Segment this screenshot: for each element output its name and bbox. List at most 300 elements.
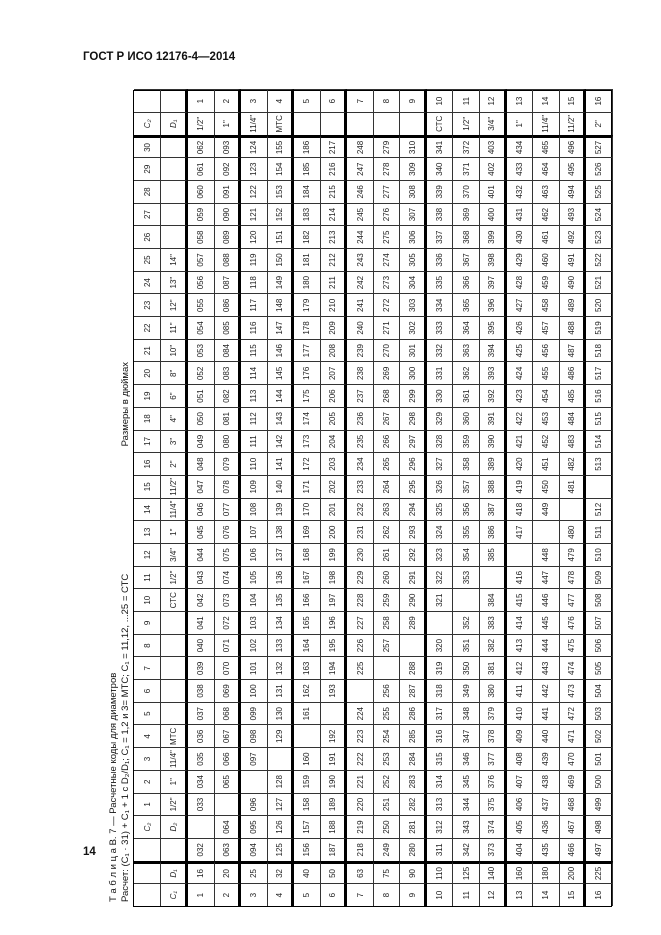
header-cell: 14	[134, 498, 161, 521]
code-cell: 053	[188, 339, 215, 362]
header-cell: МТС	[161, 725, 188, 748]
code-cell: 253	[374, 747, 401, 770]
code-cell: 280	[400, 838, 427, 861]
row-inch-cell: 3/4"	[480, 112, 507, 135]
code-cell: 271	[374, 316, 401, 339]
code-cell: 239	[347, 339, 374, 362]
row-d1-cell: 50	[321, 861, 348, 884]
code-cell: 399	[480, 225, 507, 248]
code-cell: 455	[533, 362, 560, 385]
code-cell: 203	[321, 452, 348, 475]
code-cell: 400	[480, 203, 507, 226]
code-cell: 409	[507, 725, 534, 748]
code-cell: 089	[215, 225, 242, 248]
code-cell: 453	[533, 407, 560, 430]
code-cell: 289	[400, 611, 427, 634]
code-cell: 138	[268, 520, 295, 543]
code-cell: 032	[188, 838, 215, 861]
code-cell: 325	[427, 498, 454, 521]
row-d1-cell: 180	[533, 861, 560, 884]
code-cell: 437	[533, 793, 560, 816]
row-c1-cell: 5	[294, 89, 321, 112]
code-cell: 281	[400, 815, 427, 838]
code-cell: 416	[507, 566, 534, 589]
code-cell: 263	[374, 498, 401, 521]
row-c1-cell: 6	[321, 883, 348, 906]
code-cell: 088	[215, 248, 242, 271]
code-cell: 423	[507, 384, 534, 407]
code-cell: 115	[241, 339, 268, 362]
header-cell: 15	[134, 475, 161, 498]
code-cell: 256	[374, 679, 401, 702]
code-cell: 136	[268, 566, 295, 589]
code-cell: 336	[427, 248, 454, 271]
code-cell: 173	[294, 430, 321, 453]
code-cell: 338	[427, 203, 454, 226]
header-cell: 3"	[161, 430, 188, 453]
code-cell	[533, 520, 560, 543]
code-cell: 073	[215, 588, 242, 611]
code-cell: 362	[453, 362, 480, 385]
code-cell: 096	[241, 793, 268, 816]
code-cell: 277	[374, 180, 401, 203]
code-cell: 490	[560, 271, 587, 294]
code-cell: 288	[400, 656, 427, 679]
code-cell: 241	[347, 293, 374, 316]
code-cell: 080	[215, 430, 242, 453]
code-cell: 488	[560, 316, 587, 339]
code-cell: 166	[294, 588, 321, 611]
code-cell: 492	[560, 225, 587, 248]
header-cell: 1/2"	[161, 793, 188, 816]
code-cell: 391	[480, 407, 507, 430]
code-cell: 037	[188, 702, 215, 725]
code-cell: 065	[215, 770, 242, 793]
row-d1-cell: 110	[427, 861, 454, 884]
code-cell: 233	[347, 475, 374, 498]
code-cell: 433	[507, 157, 534, 180]
header-cell	[161, 679, 188, 702]
code-cell: 205	[321, 407, 348, 430]
code-cell: 517	[586, 362, 613, 385]
header-cell: 14"	[161, 248, 188, 271]
header-cell	[134, 838, 161, 861]
code-cell: 231	[347, 520, 374, 543]
row-d1-cell: 200	[560, 861, 587, 884]
code-cell: 237	[347, 384, 374, 407]
code-cell: 260	[374, 566, 401, 589]
code-cell	[374, 656, 401, 679]
row-inch-cell: 1/2"	[453, 112, 480, 135]
code-cell: 470	[560, 747, 587, 770]
code-cell: 186	[294, 135, 321, 158]
code-cell: 341	[427, 135, 454, 158]
code-cell: 360	[453, 407, 480, 430]
code-cell: 307	[400, 203, 427, 226]
header-cell: 11/2"	[161, 475, 188, 498]
code-cell: 148	[268, 293, 295, 316]
code-cell: 290	[400, 588, 427, 611]
code-cell: 382	[480, 634, 507, 657]
code-cell: 414	[507, 611, 534, 634]
header-cell: 12	[134, 543, 161, 566]
code-cell: 287	[400, 679, 427, 702]
row-inch-cell: СТС	[427, 112, 454, 135]
code-cell: 485	[560, 384, 587, 407]
header-cell: D₁	[161, 112, 188, 135]
code-cell: 160	[294, 747, 321, 770]
code-cell: 284	[400, 747, 427, 770]
page-number: 14	[83, 846, 96, 858]
code-cell: 185	[294, 157, 321, 180]
row-d1-cell: 160	[507, 861, 534, 884]
row-c1-cell: 3	[241, 883, 268, 906]
code-cell: 483	[560, 430, 587, 453]
code-cell: 259	[374, 588, 401, 611]
header-cell	[161, 634, 188, 657]
header-cell: D₁	[161, 861, 188, 884]
code-cell: 524	[586, 203, 613, 226]
code-cell: 229	[347, 566, 374, 589]
code-cell: 216	[321, 157, 348, 180]
code-cell: 179	[294, 293, 321, 316]
code-cell: 071	[215, 634, 242, 657]
code-cell: 132	[268, 656, 295, 679]
code-cell: 398	[480, 248, 507, 271]
code-cell: 329	[427, 407, 454, 430]
table-formula: Расчет: (C₁ · 31) + C₁ + 1 с D₂/D₁; C₁ = 1,2 и 3= МТС; C₁ = 11,12, ...25 = СТС	[120, 573, 131, 902]
code-cell: 373	[480, 838, 507, 861]
code-cell: 097	[241, 747, 268, 770]
code-cell: 245	[347, 203, 374, 226]
code-cell: 190	[321, 770, 348, 793]
code-cell: 462	[533, 203, 560, 226]
code-cell: 242	[347, 271, 374, 294]
code-cell: 463	[533, 180, 560, 203]
code-cell: 520	[586, 293, 613, 316]
code-cell: 156	[294, 838, 321, 861]
header-cell: 18	[134, 407, 161, 430]
code-cell: 182	[294, 225, 321, 248]
code-cell: 103	[241, 611, 268, 634]
code-cell: 320	[427, 634, 454, 657]
code-cell: 109	[241, 475, 268, 498]
code-cell: 476	[560, 611, 587, 634]
code-cell: 340	[427, 157, 454, 180]
code-cell: 075	[215, 543, 242, 566]
code-cell: 092	[215, 157, 242, 180]
row-inch-cell	[321, 112, 348, 135]
code-cell: 442	[533, 679, 560, 702]
code-cell: 074	[215, 566, 242, 589]
code-cell: 489	[560, 293, 587, 316]
code-cell: 227	[347, 611, 374, 634]
header-cell	[161, 89, 188, 112]
code-cell: 143	[268, 407, 295, 430]
row-inch-cell: МТС	[268, 112, 295, 135]
code-cell: 058	[188, 225, 215, 248]
code-cell: 125	[268, 838, 295, 861]
code-cell: 272	[374, 293, 401, 316]
code-cell: 107	[241, 520, 268, 543]
code-cell: 407	[507, 770, 534, 793]
code-cell: 163	[294, 656, 321, 679]
code-cell: 498	[586, 815, 613, 838]
code-cell: 506	[586, 634, 613, 657]
code-cell: 291	[400, 566, 427, 589]
code-cell: 481	[560, 475, 587, 498]
code-cell: 250	[374, 815, 401, 838]
code-cell: 348	[453, 702, 480, 725]
units-note: Размеры в дюймах	[120, 362, 131, 447]
code-cell: 077	[215, 498, 242, 521]
code-cell: 351	[453, 634, 480, 657]
code-cell: 343	[453, 815, 480, 838]
header-cell: 4"	[161, 407, 188, 430]
code-cell: 209	[321, 316, 348, 339]
code-cell: 050	[188, 407, 215, 430]
row-c1-cell: 15	[560, 89, 587, 112]
code-cell: 197	[321, 588, 348, 611]
code-cell: 466	[560, 838, 587, 861]
code-cell: 511	[586, 520, 613, 543]
code-cell: 461	[533, 225, 560, 248]
code-cell: 390	[480, 430, 507, 453]
header-cell	[134, 89, 161, 112]
code-cell: 213	[321, 225, 348, 248]
header-cell	[134, 883, 161, 906]
code-cell: 126	[268, 815, 295, 838]
code-cell: 276	[374, 203, 401, 226]
code-cell: 195	[321, 634, 348, 657]
code-cell: 167	[294, 566, 321, 589]
code-cell: 500	[586, 770, 613, 793]
code-cell: 192	[321, 725, 348, 748]
code-cell: 282	[400, 793, 427, 816]
code-cell: 363	[453, 339, 480, 362]
code-cell: 114	[241, 362, 268, 385]
code-cell: 139	[268, 498, 295, 521]
row-c1-cell: 12	[480, 89, 507, 112]
code-cell: 206	[321, 384, 348, 407]
header-cell: 1/2"	[161, 566, 188, 589]
code-cell: 038	[188, 679, 215, 702]
code-cell: 429	[507, 248, 534, 271]
code-cell: 046	[188, 498, 215, 521]
code-cell: 333	[427, 316, 454, 339]
code-cell: 171	[294, 475, 321, 498]
code-cell: 275	[374, 225, 401, 248]
code-cell: 060	[188, 180, 215, 203]
code-cell: 428	[507, 271, 534, 294]
code-cell: 406	[507, 793, 534, 816]
header-cell	[161, 180, 188, 203]
code-cell: 353	[453, 566, 480, 589]
code-cell: 079	[215, 452, 242, 475]
code-cell: 212	[321, 248, 348, 271]
code-cell: 105	[241, 566, 268, 589]
row-d1-cell: 25	[241, 861, 268, 884]
code-cell: 102	[241, 634, 268, 657]
code-cell: 085	[215, 316, 242, 339]
code-cell: 140	[268, 475, 295, 498]
row-d1-cell: 63	[347, 861, 374, 884]
code-cell: 248	[347, 135, 374, 158]
code-cell: 091	[215, 180, 242, 203]
code-cell: 062	[188, 135, 215, 158]
code-cell: 193	[321, 679, 348, 702]
code-cell: 526	[586, 157, 613, 180]
code-cell: 321	[427, 588, 454, 611]
code-cell: 045	[188, 520, 215, 543]
code-cell: 149	[268, 271, 295, 294]
code-cell: 397	[480, 271, 507, 294]
code-cell: 356	[453, 498, 480, 521]
code-cell: 417	[507, 520, 534, 543]
code-cell: 222	[347, 747, 374, 770]
code-cell: 300	[400, 362, 427, 385]
code-cell: 344	[453, 793, 480, 816]
code-cell	[507, 543, 534, 566]
code-cell: 319	[427, 656, 454, 679]
code-cell: 265	[374, 452, 401, 475]
code-cell: 393	[480, 362, 507, 385]
code-cell: 394	[480, 339, 507, 362]
code-cell: 460	[533, 248, 560, 271]
code-cell: 194	[321, 656, 348, 679]
code-cell: 456	[533, 339, 560, 362]
header-cell: 11	[134, 566, 161, 589]
code-cell: 375	[480, 793, 507, 816]
code-cell: 293	[400, 520, 427, 543]
code-cell: 041	[188, 611, 215, 634]
code-cell: 372	[453, 135, 480, 158]
code-cell: 035	[188, 747, 215, 770]
row-inch-cell: 1/2"	[188, 112, 215, 135]
header-cell: 10"	[161, 339, 188, 362]
code-cell: 440	[533, 725, 560, 748]
row-d1-cell: 75	[374, 861, 401, 884]
code-cell: 052	[188, 362, 215, 385]
code-cell: 308	[400, 180, 427, 203]
code-cell: 509	[586, 566, 613, 589]
code-cell: 519	[586, 316, 613, 339]
row-inch-cell	[400, 112, 427, 135]
code-cell: 458	[533, 293, 560, 316]
header-cell: D₂	[161, 815, 188, 838]
code-cell: 387	[480, 498, 507, 521]
header-cell	[161, 157, 188, 180]
header-cell: 13	[134, 520, 161, 543]
code-cell: 502	[586, 725, 613, 748]
code-cell: 376	[480, 770, 507, 793]
code-cell: 224	[347, 702, 374, 725]
header-cell: 20	[134, 362, 161, 385]
code-cell: 515	[586, 407, 613, 430]
code-cell: 422	[507, 407, 534, 430]
code-cell: 323	[427, 543, 454, 566]
code-cell: 049	[188, 430, 215, 453]
code-cell: 120	[241, 225, 268, 248]
code-cell: 510	[586, 543, 613, 566]
code-cell: 199	[321, 543, 348, 566]
code-cell: 346	[453, 747, 480, 770]
code-cell: 469	[560, 770, 587, 793]
code-cell: 507	[586, 611, 613, 634]
code-cell: 388	[480, 475, 507, 498]
code-cell: 435	[533, 838, 560, 861]
header-cell: 1"	[161, 770, 188, 793]
code-cell: 326	[427, 475, 454, 498]
code-cell: 327	[427, 452, 454, 475]
code-cell: 438	[533, 770, 560, 793]
header-cell	[161, 135, 188, 158]
code-cell: 121	[241, 203, 268, 226]
code-cell: 168	[294, 543, 321, 566]
code-cell: 234	[347, 452, 374, 475]
code-cell: 094	[241, 838, 268, 861]
code-cell: 401	[480, 180, 507, 203]
code-cell: 183	[294, 203, 321, 226]
code-cell: 312	[427, 815, 454, 838]
code-cell: 402	[480, 157, 507, 180]
code-cell: 056	[188, 271, 215, 294]
code-cell: 305	[400, 248, 427, 271]
code-cell: 145	[268, 362, 295, 385]
code-cell: 235	[347, 430, 374, 453]
code-cell: 262	[374, 520, 401, 543]
code-cell: 404	[507, 838, 534, 861]
code-cell: 158	[294, 793, 321, 816]
code-cell: 494	[560, 180, 587, 203]
code-cell: 176	[294, 362, 321, 385]
code-cell: 518	[586, 339, 613, 362]
row-c1-cell: 15	[560, 883, 587, 906]
code-cell	[347, 679, 374, 702]
header-cell: 13"	[161, 271, 188, 294]
code-cell: 301	[400, 339, 427, 362]
header-cell: 11"	[161, 316, 188, 339]
code-cell: 266	[374, 430, 401, 453]
code-cell	[268, 747, 295, 770]
code-cell: 380	[480, 679, 507, 702]
code-cell: 384	[480, 588, 507, 611]
code-cell: 172	[294, 452, 321, 475]
code-cell: 349	[453, 679, 480, 702]
code-cell: 328	[427, 430, 454, 453]
code-cell: 383	[480, 611, 507, 634]
code-cell: 430	[507, 225, 534, 248]
code-cell: 191	[321, 747, 348, 770]
code-cell: 432	[507, 180, 534, 203]
code-cell: 157	[294, 815, 321, 838]
code-cell: 093	[215, 135, 242, 158]
row-c1-cell: 11	[453, 89, 480, 112]
header-cell	[161, 656, 188, 679]
code-cell	[427, 611, 454, 634]
header-cell: C₂	[134, 112, 161, 135]
code-cell	[586, 475, 613, 498]
code-cell: 283	[400, 770, 427, 793]
header-cell: 4	[134, 725, 161, 748]
table-caption: Т а б л и ц а В. 7 — Расчетные коды для диаметров	[108, 672, 119, 902]
code-cell: 279	[374, 135, 401, 158]
table-grid	[133, 90, 612, 907]
header-cell	[134, 861, 161, 884]
code-cell: 424	[507, 362, 534, 385]
code-cell: 448	[533, 543, 560, 566]
header-cell: 3/4"	[161, 543, 188, 566]
